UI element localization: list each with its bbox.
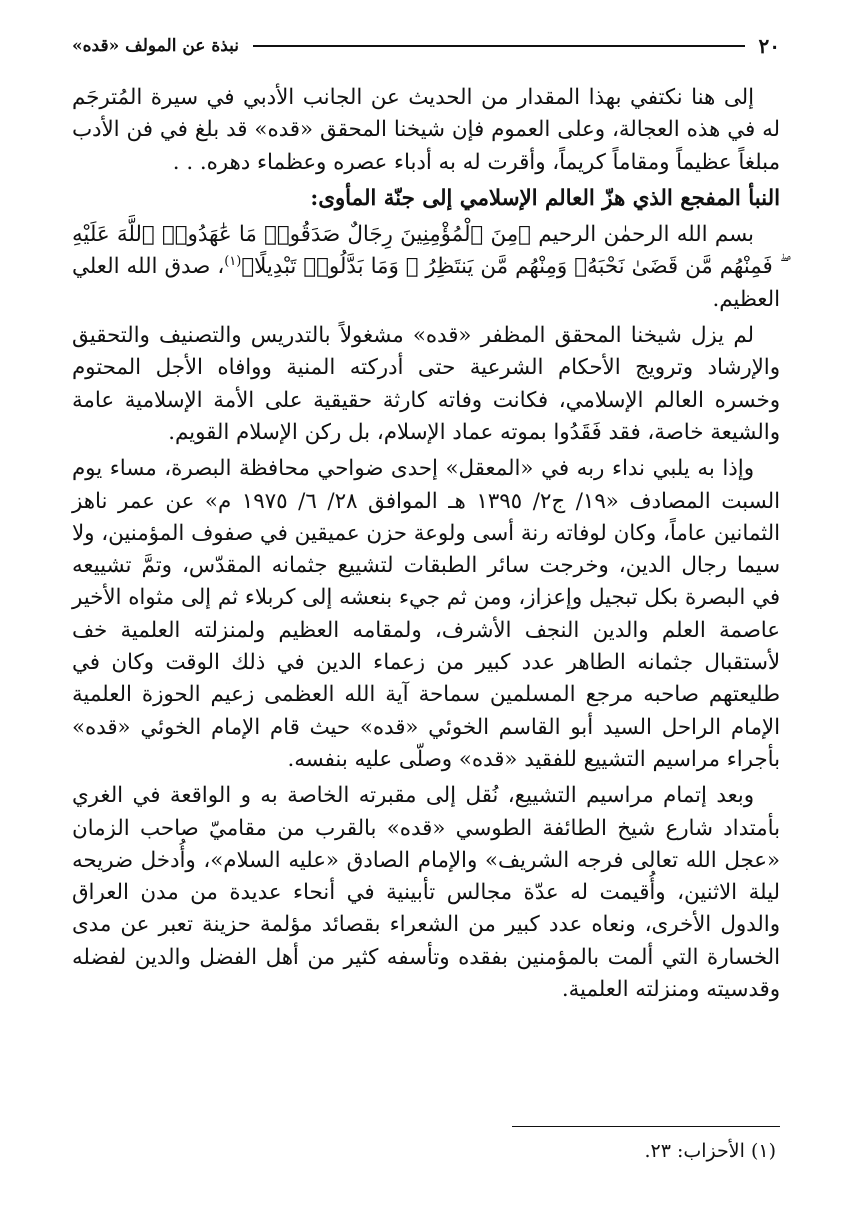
footnote: (١) الأحزاب: ٢٣. bbox=[644, 1140, 776, 1162]
running-header bbox=[72, 32, 780, 60]
body-text bbox=[72, 82, 780, 1006]
paragraph-funeral: وإذا به يلبي نداء ربه في «المعقل» إحدى ضواحي محافظة البصرة، مساء يوم السبت المصادف «١٩/ ج٢/ ١٣٩٥ هـ الموافق ٢٨/ ٦/ ١٩٧٥ م» عن عمر ناهز الثمانين عاماً، وكان لوفاته رنة أسى ولوعة حزن عميقين في صفوف المؤمنين، ولا سيما رجال الدين، وخرجت سائر الطبقات لتشييع جثمانه المقدّس، وتمَّ تشييعه في البصرة بكل تبجيل وإعزاز، ومن ثم جيء بنعشه إلى كربلاء ثم إلى مثواه الأخير عاصمة العلم والدين النجف الأشرف، ولمقامه العظيم ولمنزلته العلمية خف لأستقبال جثمانه الطاهر عدد كبير من زعماء الدين في ذلك الوقت وكان في طليعتهم صاحبه مرجع المسلمين سماحة آية الله العظمى زعيم الحوزة العلمية الإمام الراحل السيد أبو القاسم الخوئي «قده» حيث قام الإمام الخوئي «قده» بأجراء مراسيم التشييع للفقيد «قده» وصلّى عليه بنفسه. bbox=[72, 456, 780, 772]
header-rule bbox=[253, 45, 744, 47]
footnote-divider bbox=[512, 1126, 780, 1127]
verse-closing: ، صدق الله العلي العظيم. bbox=[72, 254, 780, 312]
running-title: نبذة عن المولف «قده» bbox=[72, 36, 240, 56]
paragraph-death-announcement: لم يزل شيخنا المحقق المظفر «قده» مشغولاً بالتدريس والتصنيف والتحقيق والإرشاد وترويج الأحكام الشرعية حتى أدركته المنية ووافاه الأجل المحتوم وخسره العالم الإسلامي، فكانت وفاته كارثة حقيقية على الأمة الإسلامية عامة والشيعة خاصة، فقد فَقَدُوا بموته عماد الإسلام، بل ركن الإسلام القويم. bbox=[72, 323, 780, 445]
footnote-reference: (١) bbox=[224, 254, 242, 270]
page-number: ٢٠ bbox=[758, 34, 780, 58]
verse-text: بسم الله الرحمٰن الرحيم ﴿مِنَ ٱلْمُؤْمِنِينَ رِجَالٌ صَدَقُوا۟ مَا عَٰهَدُوا۟ ٱللَّهَ عَلَيْهِ ۖ فَمِنْهُم مَّن قَضَىٰ نَحْبَهُۥ وَمِنْهُم مَّن يَنتَظِرُ ۖ وَمَا بَدَّلُوا۟ تَبْدِيلًا﴾ bbox=[72, 222, 780, 280]
section-heading: النبأ المفجع الذي هزّ العالم الإسلامي إلى جنّة المأوى: bbox=[310, 185, 780, 211]
paragraph-burial: وبعد إتمام مراسيم التشييع، نُقل إلى مقبرته الخاصة به و الواقعة في الغري بأمتداد شارع شيخ الطائفة الطوسي «قده» بالقرب من مقاميّ صاحب الزمان «عجل الله تعالى فرجه الشريف» والإمام الصادق «عليه السلام»، وأُدخل ضريحه ليلة الاثنين، وأُقيمت له عدّة مجالس تأبينية في أنحاء عديدة من مدن العراق والدول الأخرى، ونعاه عدد كبير من الشعراء بقصائد مؤلمة حزينة تعبر عن مدى الخسارة التي ألمت بالمؤمنين بفقده وتأسفه كثير من أهل الفضل والدين لفضله وقدسيته ومنزلته العلمية. bbox=[72, 783, 780, 1003]
paragraph-quran-verse bbox=[72, 219, 780, 316]
paragraph-literary-conclusion: إلى هنا نكتفي بهذا المقدار من الحديث عن الجانب الأدبي في سيرة المُترجَم له في هذه العجالة، وعلى العموم فإن شيخنا المحقق «قده» قد بلغ في فن الأدب مبلغاً عظيماً ومقاماً كريماً، وأقرت له به أدباء عصره وعظماء دهره. . . bbox=[72, 85, 780, 175]
